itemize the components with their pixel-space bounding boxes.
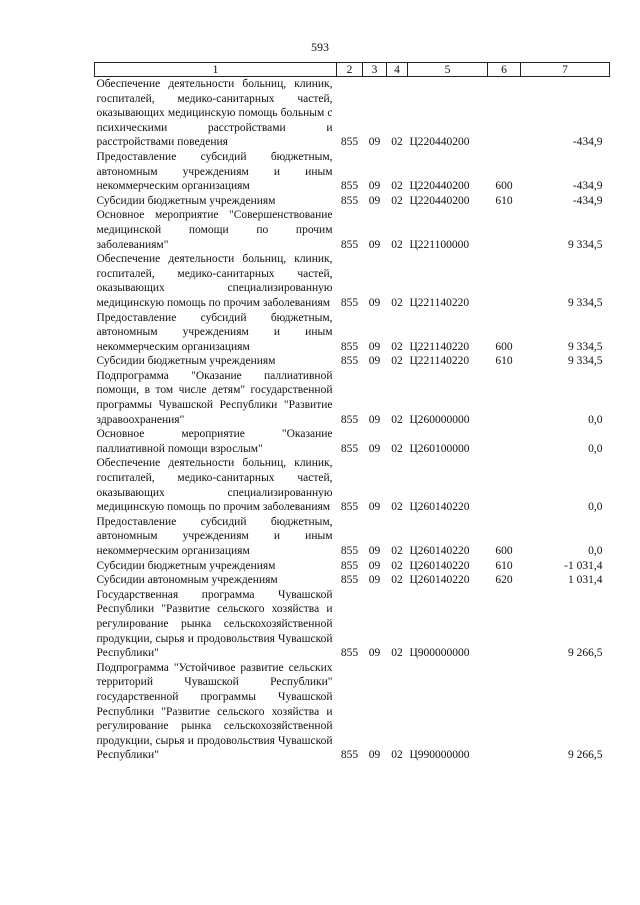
row-grbs: 855 (340, 413, 359, 426)
row-target-article: Ц260000000 (409, 413, 470, 426)
row-grbs: 855 (340, 238, 359, 251)
table-row (95, 427, 610, 456)
table-body (95, 77, 610, 763)
table-row (95, 252, 610, 310)
row-expense-type: 600 (495, 180, 513, 193)
row-name: Основное мероприятие "Совершенствование медицинской помощи по прочим заболеваниям" (96, 209, 333, 251)
row-subsection: 02 (391, 296, 403, 309)
row-name: Субсидии бюджетным учреждениям (96, 355, 276, 368)
row-section: 09 (368, 559, 381, 572)
row-amount: 9 334,5 (568, 355, 603, 368)
row-target-article: Ц900000000 (409, 647, 470, 660)
row-section: 09 (368, 340, 381, 353)
row-section: 09 (368, 194, 381, 207)
row-grbs: 855 (340, 340, 359, 353)
row-amount: -1 031,4 (564, 559, 603, 572)
row-amount: 9 266,5 (568, 647, 603, 660)
header-cell-expense-type: 6 (488, 63, 521, 77)
row-expense-type (488, 588, 521, 661)
row-amount: 9 334,5 (568, 238, 603, 251)
row-expense-type: 610 (495, 559, 513, 572)
header-cell-section: 3 (363, 63, 387, 77)
row-section: 09 (368, 545, 381, 557)
row-expense-type: 600 (495, 340, 513, 353)
row-expense-type (488, 456, 521, 514)
row-grbs: 855 (340, 180, 359, 193)
table-header (95, 63, 610, 77)
row-subsection: 02 (391, 355, 403, 368)
row-target-article: Ц221140220 (409, 340, 470, 353)
row-target-article: Ц260100000 (409, 442, 470, 455)
row-target-article: Ц260140220 (409, 545, 470, 557)
row-name: Предоставление субсидий бюджетным, автономным учреждениям и иным некоммерческим организациям (96, 515, 333, 557)
row-name: Обеспечение деятельности больниц, клиник, госпиталей, медико-санитарных частей, оказывающих специализированную медицинскую помощь по прочим заболеваниям (96, 253, 333, 309)
row-target-article: Ц220440200 (409, 194, 470, 207)
row-expense-type: 610 (495, 355, 513, 368)
row-grbs: 855 (340, 647, 359, 660)
row-target-article: Ц260140220 (409, 574, 470, 587)
row-subsection: 02 (391, 194, 403, 207)
table-row (95, 354, 610, 369)
row-grbs: 855 (340, 194, 359, 207)
row-grbs: 855 (340, 574, 359, 587)
row-target-article: Ц221100000 (409, 238, 470, 251)
table-row (95, 77, 610, 150)
row-grbs: 855 (340, 296, 359, 309)
row-target-article: Ц221140220 (409, 296, 470, 309)
header-cell-subsection: 4 (387, 63, 408, 77)
row-amount: -434,9 (572, 180, 603, 193)
header-cell-name: 1 (95, 63, 337, 77)
row-expense-type (488, 208, 521, 252)
row-grbs: 855 (340, 355, 359, 368)
row-section: 09 (368, 413, 381, 426)
row-subsection: 02 (391, 647, 403, 660)
table-row (95, 456, 610, 514)
row-section: 09 (368, 501, 381, 514)
row-subsection: 02 (391, 136, 403, 149)
row-name: Государственная программа Чувашской Республики "Развитие сельского хозяйства и регулирование рынка сельскохозяйственной продукции, сырья и продовольствия Чувашской Республики" (96, 588, 333, 660)
row-name: Обеспечение деятельности больниц, клиник, госпиталей, медико-санитарных частей, оказывающих специализированную медицинскую помощь по прочим заболеваниям (96, 457, 333, 514)
row-subsection: 02 (391, 180, 403, 193)
header-row (95, 63, 610, 77)
row-section: 09 (368, 136, 381, 149)
row-section: 09 (368, 355, 381, 368)
row-name: Основное мероприятие "Оказание паллиативной помощи взрослым" (96, 428, 333, 455)
row-amount: 0,0 (588, 545, 603, 557)
row-section: 09 (368, 749, 381, 762)
row-section: 09 (368, 647, 381, 660)
row-target-article: Ц220440200 (409, 136, 470, 149)
row-amount: 1 031,4 (568, 574, 603, 587)
row-expense-type (488, 77, 521, 150)
header-cell-target-article: 5 (408, 63, 488, 77)
row-name: Предоставление субсидий бюджетным, автономным учреждениям и иным некоммерческим организациям (96, 311, 333, 353)
row-section: 09 (368, 296, 381, 309)
row-name: Подпрограмма "Устойчивое развитие сельских территорий Чувашской Республики" государственной программы Чувашской Республики "Развитие сельского хозяйства и регулирование рынка сельскохозяйственной продукции, сырья и продовольствия Чувашской Республики" (96, 661, 333, 762)
row-name: Субсидии бюджетным учреждениям (96, 559, 276, 572)
table-row (95, 661, 610, 763)
row-subsection: 02 (391, 749, 403, 762)
row-grbs: 855 (340, 136, 359, 149)
row-subsection: 02 (391, 501, 403, 514)
row-subsection: 02 (391, 442, 403, 455)
row-subsection: 02 (391, 559, 403, 572)
page-number: 593 (311, 40, 329, 54)
row-grbs: 855 (340, 442, 359, 455)
row-name: Подпрограмма "Оказание паллиативной помощи, в том числе детям" государственной программы Чувашской Республики "Развитие здравоохранения" (96, 369, 333, 426)
row-subsection: 02 (391, 340, 403, 353)
row-target-article: Ц260140220 (409, 559, 470, 572)
table-row (95, 515, 610, 559)
row-subsection: 02 (391, 238, 403, 251)
row-expense-type (488, 661, 521, 763)
row-name: Субсидии автономным учреждениям (96, 574, 278, 587)
row-amount: 0,0 (588, 442, 603, 455)
row-amount: 9 266,5 (568, 749, 603, 762)
row-grbs: 855 (340, 545, 359, 557)
row-amount: 0,0 (588, 413, 603, 426)
header-cell-amount: 7 (521, 63, 610, 77)
table-row (95, 150, 610, 194)
row-target-article: Ц220440200 (409, 180, 470, 193)
row-target-article: Ц221140220 (409, 355, 470, 368)
row-target-article: Ц990000000 (409, 749, 470, 762)
row-section: 09 (368, 442, 381, 455)
row-grbs: 855 (340, 501, 359, 514)
row-expense-type: 620 (495, 574, 513, 587)
row-amount: 9 334,5 (568, 340, 603, 353)
row-expense-type (488, 369, 521, 427)
row-subsection: 02 (391, 574, 403, 587)
row-section: 09 (368, 574, 381, 587)
row-expense-type (488, 252, 521, 310)
table-row (95, 573, 610, 588)
row-expense-type (488, 427, 521, 456)
table-row (95, 208, 610, 252)
table-row (95, 588, 610, 661)
row-grbs: 855 (340, 749, 359, 762)
row-grbs: 855 (340, 559, 359, 572)
row-name: Предоставление субсидий бюджетным, автономным учреждениям и иным некоммерческим организациям (96, 150, 333, 193)
row-section: 09 (368, 180, 381, 193)
row-target-article: Ц260140220 (409, 501, 470, 514)
row-subsection: 02 (391, 413, 403, 426)
table-row (95, 194, 610, 209)
row-name: Обеспечение деятельности больниц, клиник, госпиталей, медико-санитарных частей, оказывающих медицинскую помощь больным с психическими расстройствами и расстройствами поведения (96, 78, 333, 149)
row-amount: -434,9 (572, 136, 603, 149)
row-expense-type: 600 (495, 545, 513, 557)
budget-table (94, 62, 610, 763)
table-row (95, 369, 610, 427)
table-row (95, 559, 610, 574)
row-expense-type: 610 (495, 194, 513, 207)
row-amount: 0,0 (588, 501, 603, 514)
row-name: Субсидии бюджетным учреждениям (96, 194, 276, 207)
row-amount: 9 334,5 (568, 296, 603, 309)
row-subsection: 02 (391, 545, 403, 557)
row-section: 09 (368, 238, 381, 251)
row-amount: -434,9 (572, 194, 603, 207)
table-row (95, 311, 610, 355)
header-cell-grbs: 2 (337, 63, 363, 77)
